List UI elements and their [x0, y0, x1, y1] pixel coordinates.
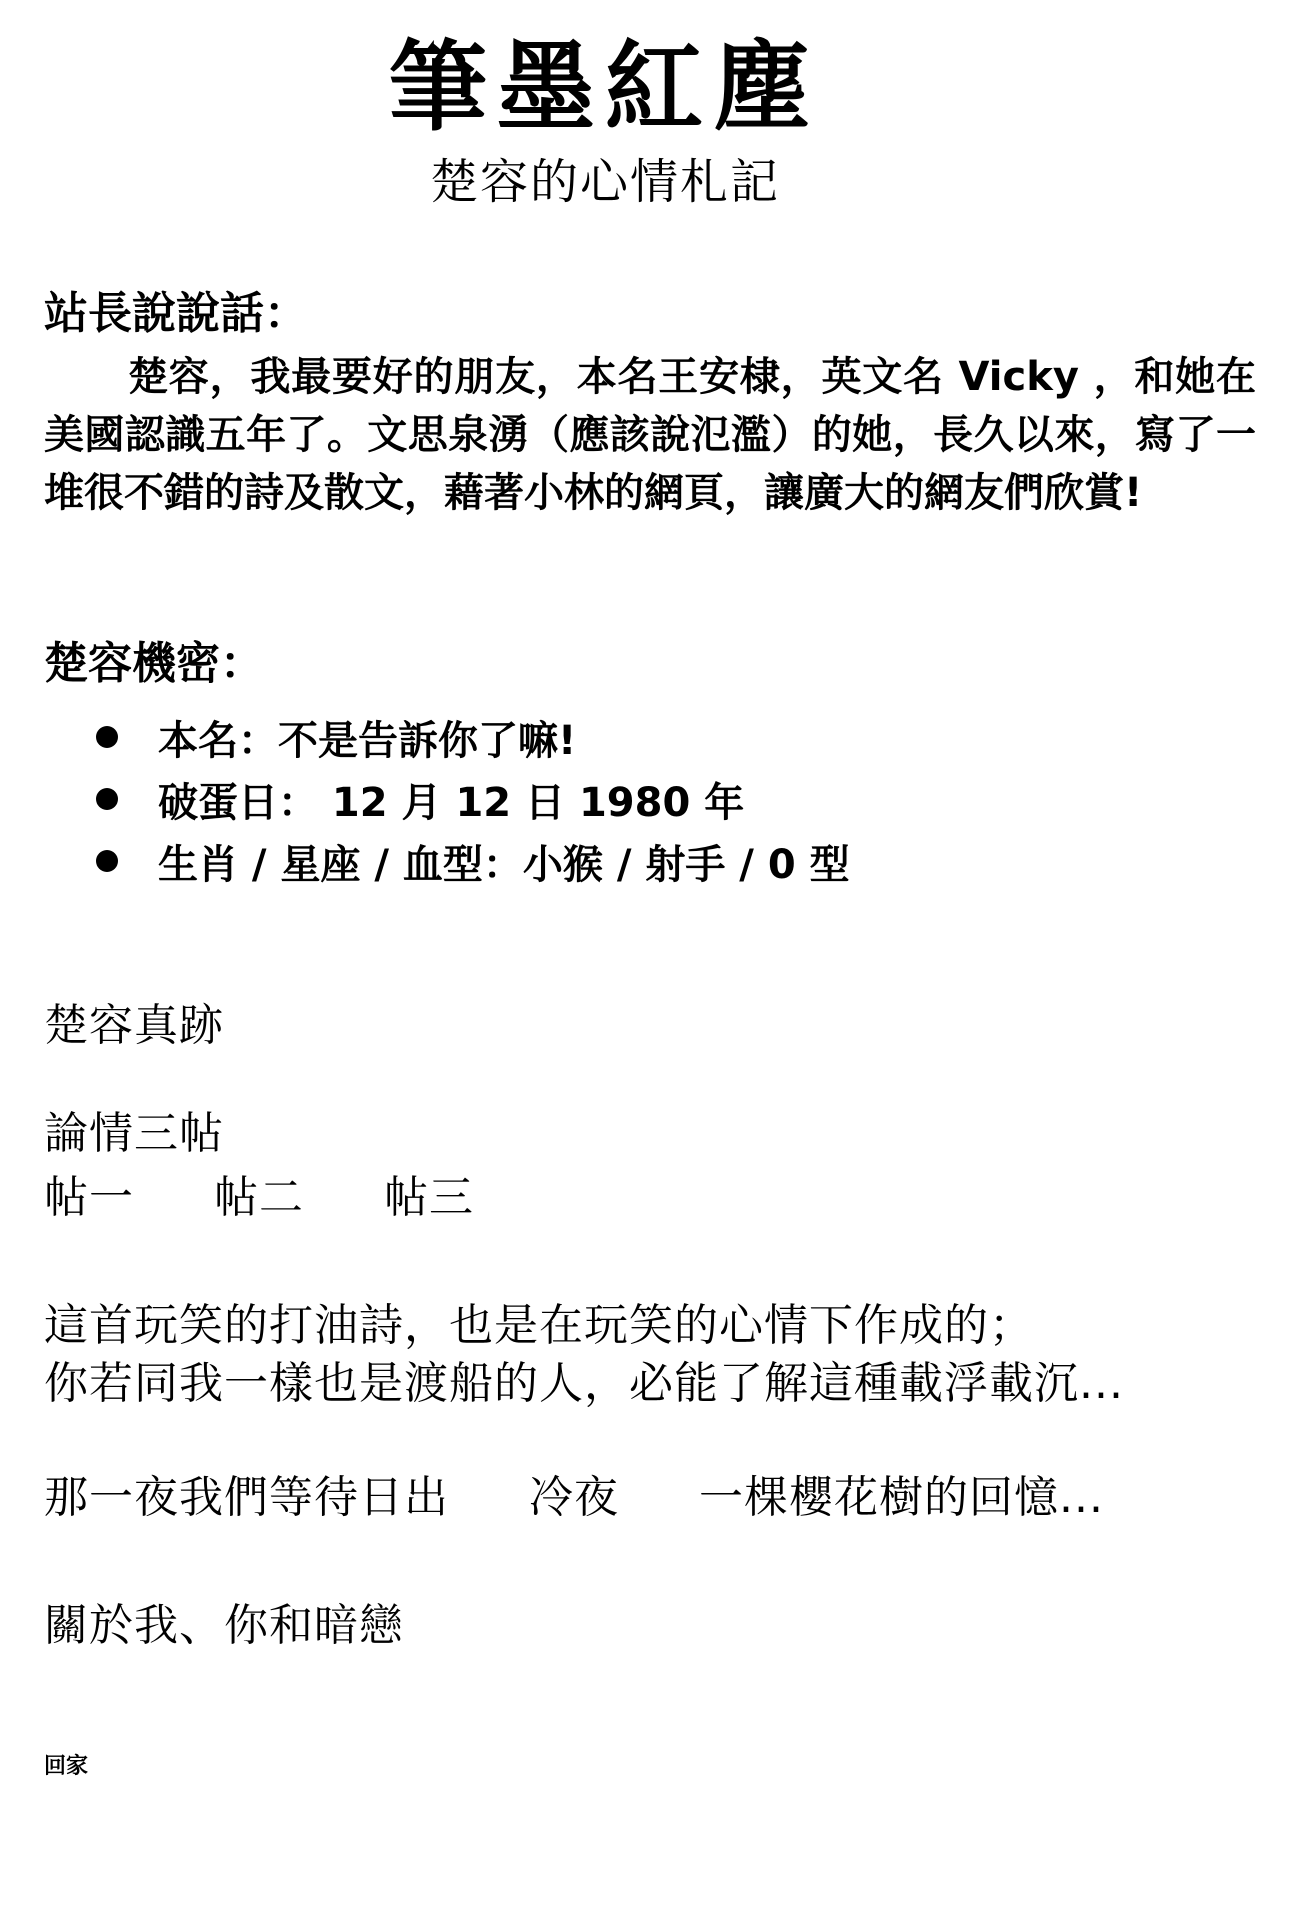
- cherry-tree-link[interactable]: 一棵櫻花樹的回憶...: [699, 1472, 1104, 1523]
- fact-birthday: 破蛋日： 12 月 12 日 1980 年: [158, 779, 745, 826]
- webmaster-note-body: 楚容，我最要好的朋友，本名王安棣，英文名 Vicky ，和她在美國認識五年了。文思泉湧（應該說氾濫）的她，長久以來，寫了一堆很不錯的詩及散文，藉著小林的網頁，讓廣大的網友們欣賞!: [44, 354, 1256, 516]
- three-posts-title: 論情三帖: [44, 1108, 224, 1159]
- secrets-heading: 楚容機密：: [44, 638, 264, 689]
- sunrise-story-link[interactable]: 那一夜我們等待日出: [44, 1472, 449, 1523]
- site-title: 筆墨紅塵: [388, 31, 821, 145]
- home-link[interactable]: 回家: [44, 1754, 89, 1779]
- fact-zodiac: 生肖 / 星座 / 血型：小猴 / 射手 / 0 型: [158, 841, 850, 888]
- poem-description-line-2: 你若同我一樣也是渡船的人，必能了解這種載浮載沉...: [44, 1358, 1124, 1409]
- secrets-list: [96, 706, 850, 892]
- post-one-link[interactable]: 帖一: [44, 1172, 134, 1223]
- webmaster-note-heading: 站長說說話：: [44, 288, 308, 339]
- list-item: [96, 706, 850, 768]
- post-three-link[interactable]: 帖三: [384, 1172, 474, 1223]
- bullet-icon: [96, 788, 118, 810]
- stories-links: [44, 1468, 1184, 1528]
- post-two-link[interactable]: 帖二: [214, 1172, 304, 1223]
- bullet-icon: [96, 726, 118, 748]
- handwriting-link[interactable]: 楚容真跡: [44, 1000, 224, 1051]
- site-subtitle: 楚容的心情札記: [429, 154, 780, 210]
- three-posts-links: [44, 1168, 554, 1228]
- about-link[interactable]: 關於我、你和暗戀: [44, 1600, 404, 1651]
- cold-night-link[interactable]: 冷夜: [529, 1472, 619, 1523]
- bullet-icon: [96, 850, 118, 872]
- list-item: [96, 830, 850, 892]
- list-item: [96, 768, 850, 830]
- fact-real-name: 本名：不是告訴你了嘛!: [158, 717, 577, 764]
- poem-description-line-1: 這首玩笑的打油詩，也是在玩笑的心情下作成的；: [44, 1300, 1034, 1351]
